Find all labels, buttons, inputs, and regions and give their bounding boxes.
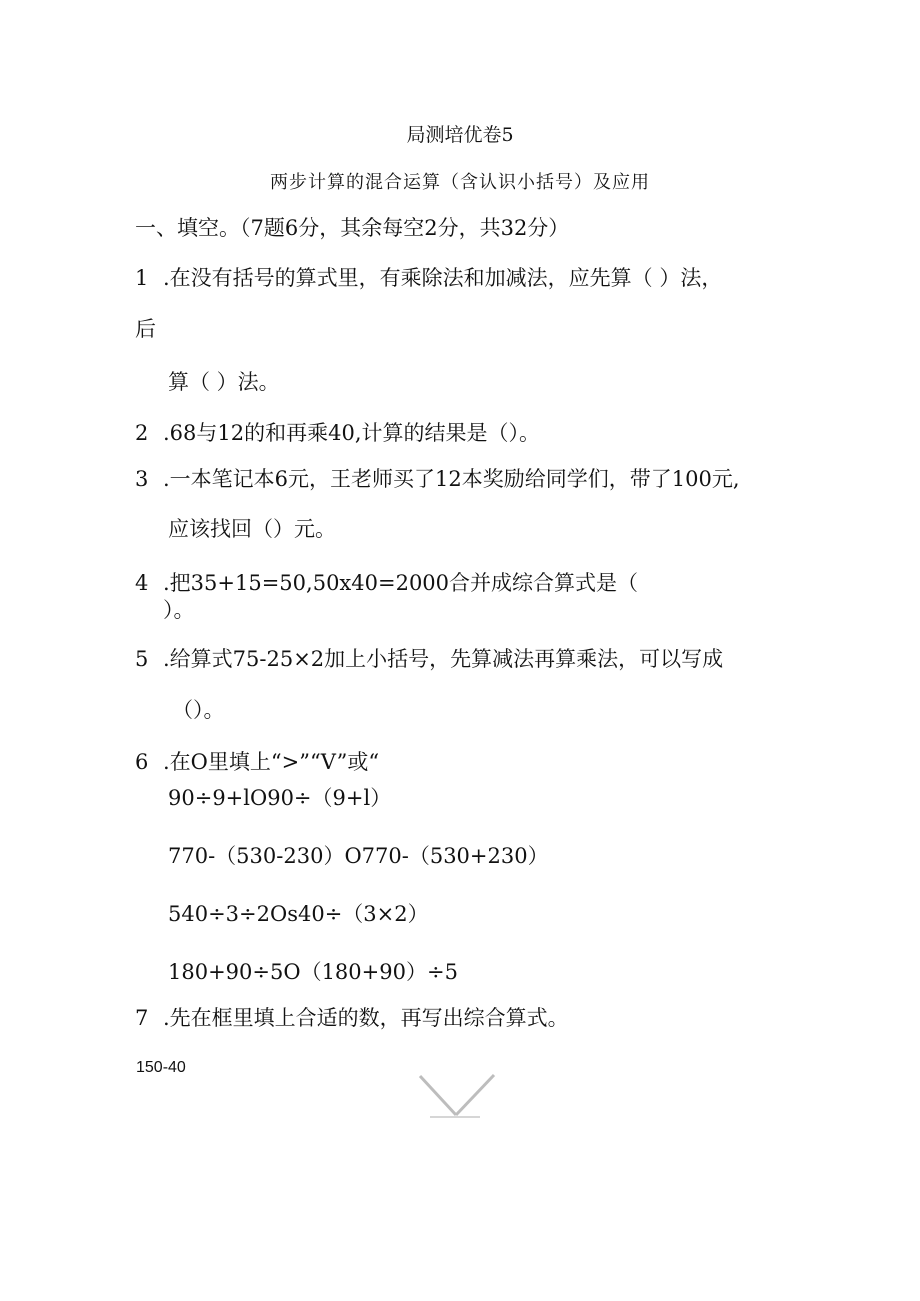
question-6-text: .在O里填上“>”“V”或“ [163, 750, 380, 774]
question-2 [135, 423, 540, 444]
question-1-line-2: 后 [135, 317, 156, 341]
question-2-text: .68与12的和再乘40,计算的结果是（）。 [163, 421, 541, 445]
page-title: 局测培优卷5 [406, 124, 514, 146]
comparison-item-2: 770-（530-230）O770-（530+230） [168, 844, 549, 868]
question-1-line-1 [135, 268, 722, 289]
tree-diagram-lines [418, 1072, 498, 1120]
question-5-text: .给算式75-25×2加上小括号，先算减法再算乘法，可以写成 [163, 647, 724, 671]
question-4-number: 4 [135, 571, 149, 595]
diagram-label: 150-40 [136, 1059, 186, 1076]
question-7-line-1 [135, 1008, 569, 1029]
question-1-number: 1 [135, 266, 149, 290]
question-3-number: 3 [135, 467, 149, 491]
question-6-number: 6 [135, 750, 149, 774]
question-5-number: 5 [135, 647, 149, 671]
question-3-line-2: 应该找回（）元。 [168, 517, 336, 541]
question-3-line-1 [135, 469, 740, 490]
question-4-line-1 [135, 573, 638, 594]
question-6-line-1 [135, 752, 379, 773]
comparison-item-1: 90÷9+lO90÷（9+l） [168, 786, 392, 810]
question-7-text: .先在框里填上合适的数，再写出综合算式。 [163, 1006, 569, 1030]
question-5-line-2: （）。 [172, 698, 225, 722]
question-1-line-3: 算（ ）法。 [168, 370, 280, 394]
question-4-line-2: ）。 [163, 598, 195, 622]
question-7-number: 7 [135, 1006, 149, 1030]
page-subtitle: 两步计算的混合运算（含认识小括号）及应用 [270, 172, 650, 193]
question-1-text: .在没有括号的算式里，有乘除法和加减法，应先算（ ）法， [163, 266, 723, 290]
comparison-item-4: 180+90÷5O（180+90）÷5 [168, 960, 458, 984]
comparison-item-3: 540÷3÷2Os40÷（3×2） [168, 902, 429, 926]
question-3-text: .一本笔记本6元，王老师买了12本奖励给同学们，带了100元, [163, 467, 740, 491]
question-5-line-1 [135, 649, 723, 670]
section-heading: 一、填空。（7题6分，其余每空2分，共32分） [135, 216, 570, 240]
question-4-text: .把35+15=50,50x40=2000合并成综合算式是（ [163, 571, 639, 595]
question-2-number: 2 [135, 421, 149, 445]
